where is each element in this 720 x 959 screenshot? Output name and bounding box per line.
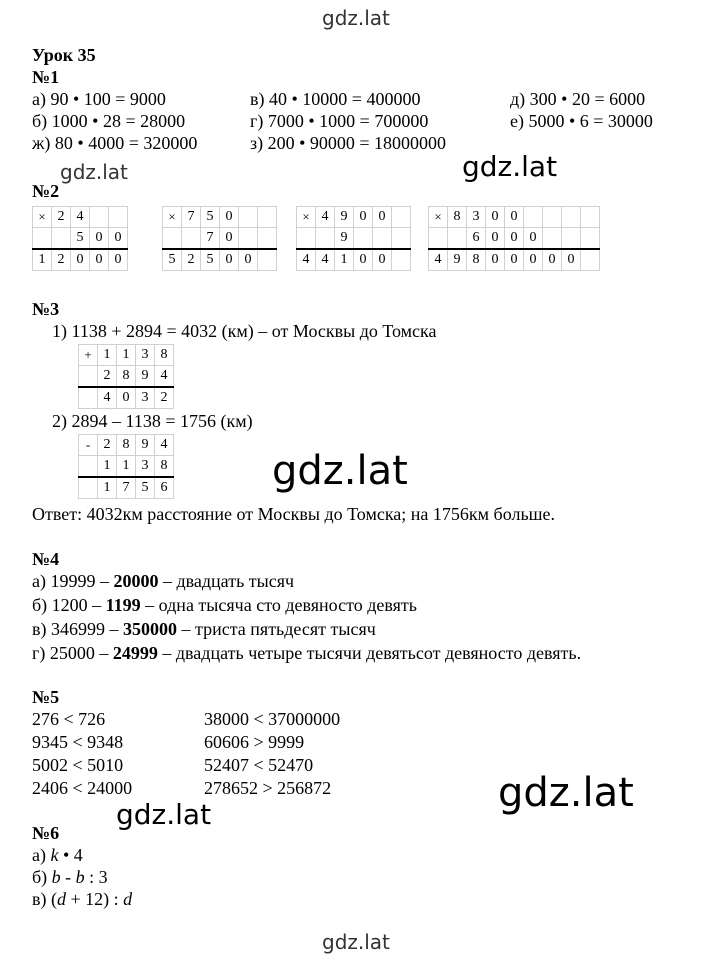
digit-cell: 8 <box>155 345 174 366</box>
digit-cell: 4 <box>155 435 174 456</box>
digit-cell: 0 <box>220 249 239 271</box>
digit-cell <box>581 249 600 271</box>
digit-cell <box>562 228 581 250</box>
task1-col2-line3: з) 200 • 90000 = 18000000 <box>250 133 447 153</box>
digit-cell <box>90 207 109 228</box>
digit-cell <box>581 228 600 250</box>
digit-cell: 2 <box>155 387 174 409</box>
digit-cell: 0 <box>373 207 392 228</box>
digit-cell: 9 <box>335 207 354 228</box>
digit-cell: 0 <box>354 249 373 271</box>
digit-cell: 0 <box>524 228 543 250</box>
watermark-top: gdz.lat <box>322 6 390 30</box>
task1-heading: №1 <box>32 67 60 87</box>
column-row <box>297 207 411 228</box>
digit-cell: 9 <box>136 435 155 456</box>
digit-cell <box>239 228 258 250</box>
digit-cell <box>524 207 543 228</box>
task5-col2-line2: 60606 > 9999 <box>204 732 305 752</box>
task1-col3-line1: д) 300 • 20 = 6000 <box>510 89 646 109</box>
digit-cell: 3 <box>467 207 486 228</box>
digit-cell <box>392 249 411 271</box>
column-row <box>163 249 277 271</box>
digit-cell <box>392 228 411 250</box>
column-row <box>429 207 600 228</box>
task5-col2-line4: 278652 > 256872 <box>204 778 332 798</box>
digit-cell: 0 <box>562 249 581 271</box>
digit-cell: 9 <box>136 366 155 388</box>
watermark-lower-left: gdz.lat <box>116 798 212 831</box>
digit-cell <box>373 228 392 250</box>
digit-cell <box>543 228 562 250</box>
digit-cell <box>392 207 411 228</box>
task2-heading: №2 <box>32 181 60 201</box>
column-row <box>163 228 277 250</box>
task5-col2-line3: 52407 < 52470 <box>204 755 314 775</box>
column-row <box>79 477 174 499</box>
task6-heading: №6 <box>32 823 60 843</box>
digit-cell: 4 <box>316 207 335 228</box>
task1-col1-line3: ж) 80 • 4000 = 320000 <box>32 133 198 153</box>
digit-cell: 5 <box>163 249 182 271</box>
digit-cell: 0 <box>505 207 524 228</box>
digit-cell: 4 <box>71 207 90 228</box>
task4-item-b: б) 1200 – 1199 – одна тысяча сто девяносто девять <box>32 595 417 615</box>
column-row <box>33 207 128 228</box>
task6-item-a: а) k • 4 <box>32 845 83 865</box>
task4-item-a: а) 19999 – 20000 – двадцать тысяч <box>32 571 295 591</box>
digit-cell: 0 <box>373 249 392 271</box>
task2-multiplication-3 <box>296 206 411 271</box>
task1-col1-line2: б) 1000 • 28 = 28000 <box>32 111 186 131</box>
task5-heading: №5 <box>32 687 60 707</box>
digit-cell: 2 <box>52 207 71 228</box>
column-row <box>79 456 174 478</box>
watermark-center: gdz.lat <box>272 448 408 494</box>
task4-item-d: г) 25000 – 24999 – двадцать четыре тысячи девятьсот девяносто девять. <box>32 643 582 663</box>
digit-cell: 0 <box>486 249 505 271</box>
digit-cell: 0 <box>90 228 109 250</box>
digit-cell: 0 <box>543 249 562 271</box>
digit-cell: 0 <box>109 228 128 250</box>
digit-cell <box>163 228 182 250</box>
digit-cell: 0 <box>71 249 90 271</box>
column-row <box>79 345 174 366</box>
digit-cell: 4 <box>316 249 335 271</box>
digit-cell <box>182 228 201 250</box>
digit-cell: 3 <box>136 456 155 478</box>
column-row <box>297 249 411 271</box>
task2-multiplication-2 <box>162 206 277 271</box>
column-row <box>163 207 277 228</box>
digit-cell: 3 <box>136 345 155 366</box>
digit-cell: 0 <box>90 249 109 271</box>
digit-cell <box>448 228 467 250</box>
digit-cell: 1 <box>33 249 52 271</box>
task3-line2: 2) 2894 – 1138 = 1756 (км) <box>52 411 253 431</box>
digit-cell: 0 <box>486 228 505 250</box>
digit-cell: 8 <box>155 456 174 478</box>
digit-cell: 0 <box>239 249 258 271</box>
digit-cell: 4 <box>297 249 316 271</box>
task3-line1: 1) 1138 + 2894 = 4032 (км) – от Москвы до Томска <box>52 321 437 341</box>
task3-heading: №3 <box>32 299 60 319</box>
column-row <box>429 249 600 271</box>
digit-cell: 8 <box>117 366 136 388</box>
digit-cell <box>79 456 98 478</box>
digit-cell: 5 <box>71 228 90 250</box>
task2-multiplication-4 <box>428 206 600 271</box>
digit-cell: - <box>79 435 98 456</box>
task3-subtraction-table <box>78 434 174 499</box>
task4-heading: №4 <box>32 549 60 569</box>
digit-cell: 2 <box>98 366 117 388</box>
task1-col2-line2: г) 7000 • 1000 = 700000 <box>250 111 429 131</box>
digit-cell <box>429 228 448 250</box>
digit-cell: 7 <box>117 477 136 499</box>
task1-col2-line1: в) 40 • 10000 = 400000 <box>250 89 421 109</box>
lesson-title: Урок 35 <box>32 45 96 65</box>
digit-cell: 7 <box>201 228 220 250</box>
digit-cell <box>258 207 277 228</box>
watermark-mid-left: gdz.lat <box>60 160 128 184</box>
digit-cell: × <box>33 207 52 228</box>
column-row <box>33 228 128 250</box>
task5-col2-line1: 38000 < 37000000 <box>204 709 341 729</box>
digit-cell: 8 <box>467 249 486 271</box>
task3-addition-table <box>78 344 174 409</box>
digit-cell: 9 <box>448 249 467 271</box>
digit-cell <box>79 366 98 388</box>
column-row <box>79 435 174 456</box>
task6-item-c: в) (d + 12) : d <box>32 889 133 909</box>
digit-cell: × <box>429 207 448 228</box>
digit-cell <box>354 228 373 250</box>
digit-cell: 4 <box>98 387 117 409</box>
digit-cell: 2 <box>98 435 117 456</box>
digit-cell: 1 <box>117 345 136 366</box>
column-row <box>297 228 411 250</box>
task6-item-b: б) b - b : 3 <box>32 867 108 887</box>
task1-col3-line2: е) 5000 • 6 = 30000 <box>510 111 653 131</box>
digit-cell: 6 <box>155 477 174 499</box>
task5-col1-line2: 9345 < 9348 <box>32 732 124 752</box>
digit-cell: 4 <box>155 366 174 388</box>
digit-cell <box>543 207 562 228</box>
digit-cell: 2 <box>52 249 71 271</box>
watermark-bottom: gdz.lat <box>322 930 390 954</box>
digit-cell <box>258 228 277 250</box>
digit-cell: 0 <box>524 249 543 271</box>
digit-cell: 9 <box>335 228 354 250</box>
digit-cell <box>316 228 335 250</box>
digit-cell: 5 <box>201 249 220 271</box>
digit-cell: 3 <box>136 387 155 409</box>
digit-cell: × <box>297 207 316 228</box>
digit-cell: 0 <box>505 249 524 271</box>
task2-multiplication-1 <box>32 206 128 271</box>
digit-cell: 2 <box>182 249 201 271</box>
column-row <box>33 249 128 271</box>
digit-cell: 8 <box>448 207 467 228</box>
digit-cell: 0 <box>486 207 505 228</box>
task5-col1-line4: 2406 < 24000 <box>32 778 133 798</box>
digit-cell <box>562 207 581 228</box>
digit-cell: 0 <box>220 207 239 228</box>
task4-item-c: в) 346999 – 350000 – триста пятьдесят тысяч <box>32 619 376 639</box>
digit-cell <box>581 207 600 228</box>
digit-cell: 7 <box>182 207 201 228</box>
digit-cell: 5 <box>136 477 155 499</box>
digit-cell <box>297 228 316 250</box>
digit-cell: 1 <box>98 345 117 366</box>
digit-cell: 6 <box>467 228 486 250</box>
digit-cell: 0 <box>220 228 239 250</box>
digit-cell: 8 <box>117 435 136 456</box>
digit-cell: 1 <box>335 249 354 271</box>
digit-cell: 5 <box>201 207 220 228</box>
column-row <box>429 228 600 250</box>
digit-cell <box>33 228 52 250</box>
digit-cell <box>79 477 98 499</box>
watermark-right: gdz.lat <box>498 770 634 816</box>
digit-cell: + <box>79 345 98 366</box>
digit-cell: 0 <box>117 387 136 409</box>
digit-cell <box>79 387 98 409</box>
watermark-mid-right: gdz.lat <box>462 150 558 183</box>
task5-col1-line3: 5002 < 5010 <box>32 755 124 775</box>
digit-cell <box>258 249 277 271</box>
digit-cell: 0 <box>354 207 373 228</box>
digit-cell: 1 <box>98 477 117 499</box>
digit-cell: × <box>163 207 182 228</box>
digit-cell: 0 <box>505 228 524 250</box>
column-row <box>79 366 174 388</box>
task1-col1-line1: а) 90 • 100 = 9000 <box>32 89 166 109</box>
digit-cell: 4 <box>429 249 448 271</box>
task3-answer: Ответ: 4032км расстояние от Москвы до Томска; на 1756км больше. <box>32 504 556 524</box>
digit-cell <box>52 228 71 250</box>
digit-cell: 1 <box>117 456 136 478</box>
digit-cell <box>109 207 128 228</box>
digit-cell <box>239 207 258 228</box>
task5-col1-line1: 276 < 726 <box>32 709 106 729</box>
digit-cell: 0 <box>109 249 128 271</box>
digit-cell: 1 <box>98 456 117 478</box>
column-row <box>79 387 174 409</box>
